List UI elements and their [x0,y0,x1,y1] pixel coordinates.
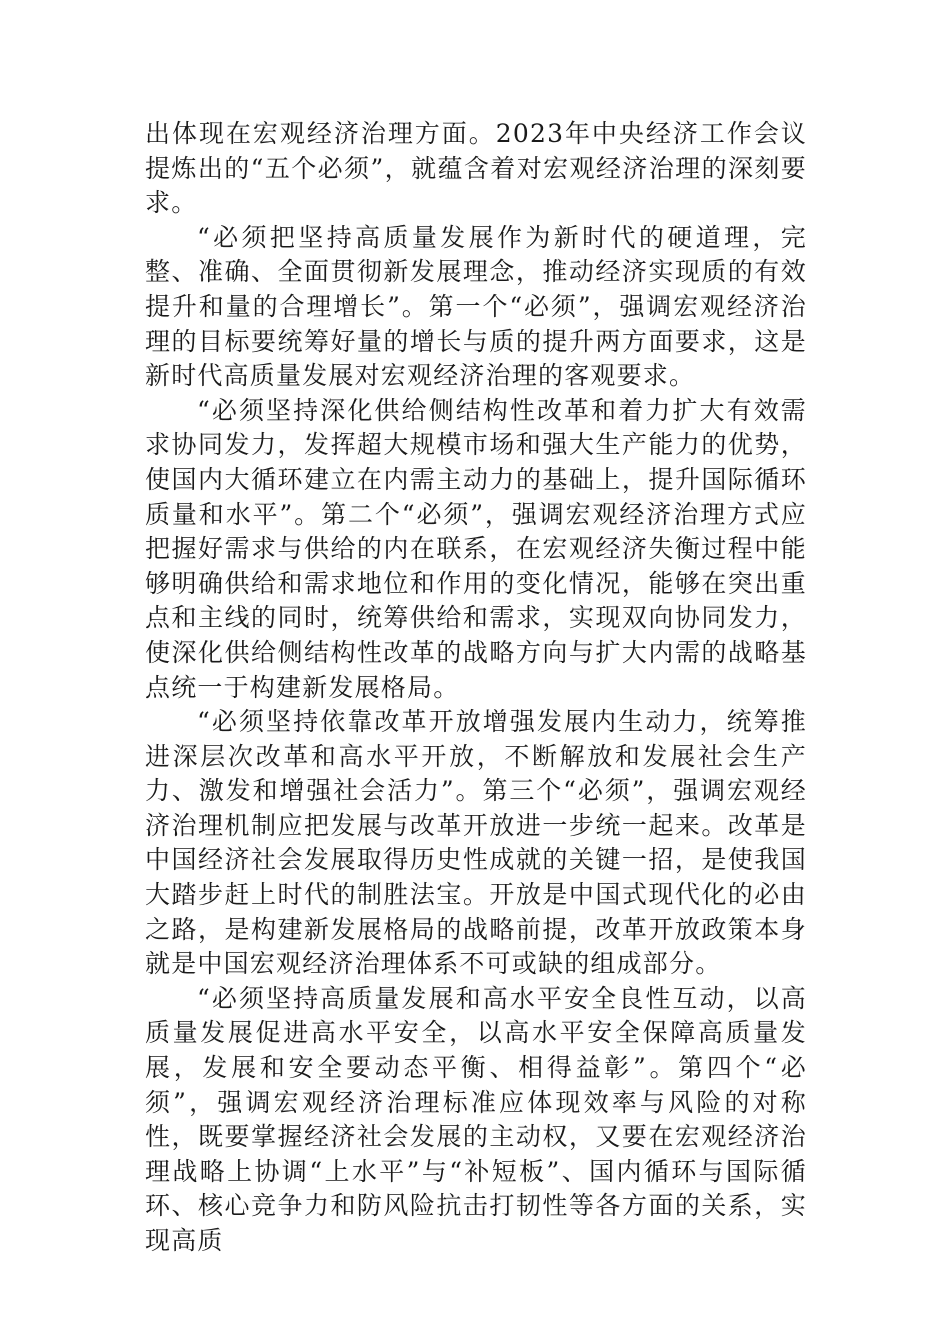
paragraph-continuation: 出体现在宏观经济治理方面。2023年中央经济工作会议提炼出的“五个必须”，就蕴含着对宏观经济治理的深刻要求。 [145,119,807,218]
paragraph-second-must: “必须坚持深化供给侧结构性改革和着力扩大有效需求协同发力，发挥超大规模市场和强大生产能力的优势，使国内大循环建立在内需主动力的基础上，提升国际循环质量和水平”。第二个“必须”，强调宏观经济治理方式应把握好需求与供给的内在联系，在宏观经济失衡过程中能够明确供给和需求地位和作用的变化情况，能够在突出重点和主线的同时，统筹供给和需求，实现双向协同发力，使深化供给侧结构性改革的战略方向与扩大内需的战略基点统一于构建新发展格局。 [145,395,807,702]
document-body [145,117,807,1259]
paragraph-fourth-must: “必须坚持高质量发展和高水平安全良性互动，以高质量发展促进高水平安全，以高水平安全保障高质量发展，发展和安全要动态平衡、相得益彰”。第四个“必须”，强调宏观经济治理标准应体现效率与风险的对称性，既要掌握经济社会发展的主动权，又要在宏观经济治理战略上协调“上水平”与“补短板”、国内循环与国际循环、核心竞争力和防风险抗击打韧性等各方面的关系，实现高质 [145,983,807,1255]
paragraph-third-must: “必须坚持依靠改革开放增强发展内生动力，统筹推进深层次改革和高水平开放，不断解放和发展社会生产力、激发和增强社会活力”。第三个“必须”，强调宏观经济治理机制应把发展与改革开放进一步统一起来。改革是中国经济社会发展取得历史性成就的关键一招，是使我国大踏步赶上时代的制胜法宝。开放是中国式现代化的必由之路，是构建新发展格局的战略前提，改革开放政策本身就是中国宏观经济治理体系不可或缺的组成部分。 [145,707,807,979]
paragraph-first-must: “必须把坚持高质量发展作为新时代的硬道理，完整、准确、全面贯彻新发展理念，推动经济实现质的有效提升和量的合理增长”。第一个“必须”，强调宏观经济治理的目标要统筹好量的增长与质的提升两方面要求，这是新时代高质量发展对宏观经济治理的客观要求。 [145,222,807,391]
